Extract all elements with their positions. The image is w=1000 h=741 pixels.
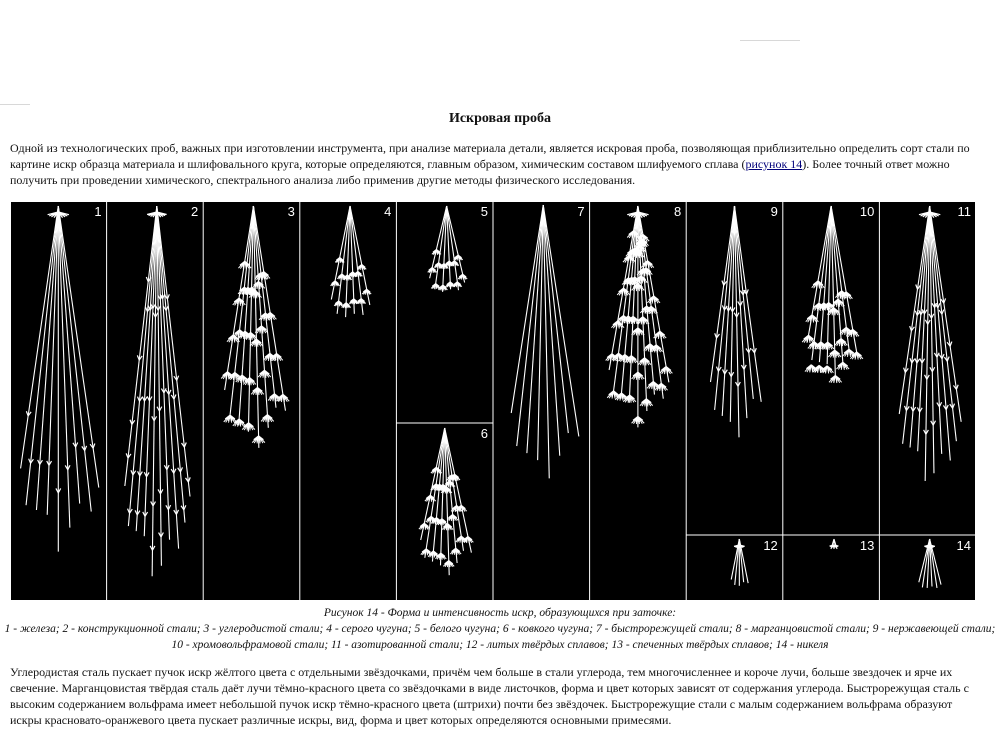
scan-artifact-line: [0, 104, 30, 105]
panel-number-label: 10: [859, 204, 875, 219]
caption-legend: 1 - железа; 2 - конструкционной стали; 3 - углеродистой стали; 4 - серого чугуна; 5 - белого чугуна; 6 - ковкого чугуна; 7 - быстрорежущей стали; 8 - марганцовистой стали; 9 - нержавеющей стали; 10 - хромовольфрамовой стали; 11 - азотированной стали; 12 - литых твёрдых сплавов; 13 - спеченных твёрдых сплавов; 14 - никеля: [4, 623, 996, 651]
scan-artifact-line: [740, 40, 800, 41]
panel-number-label: 5: [480, 204, 488, 219]
intro-paragraph: [10, 140, 985, 188]
panel-number-label: 12: [763, 538, 778, 553]
panel-number-label: 7: [577, 204, 585, 219]
body-paragraph: Углеродистая сталь пускает пучок искр жёлтого цвета с отдельными звёздочками, причём чем больше в стали углерода, тем многочисленнее и короче лучи, больше звездочек и ярче их свечение. Марганцовистая твёрдая сталь даёт лучи тёмно-красного цвета со звёздочками в виде листочков, форма и цвет которых зависят от содержания углерода. Быстрорежущая сталь с высоким содержанием вольфрама имеет небольшой пучок искр тёмно-красного цвета (штрихи) почти без звёздочек. Быстрорежущие стали с малым содержанием вольфрама образуют искры красновато-оранжевого цвета пускает различные искры, вид, форма и цвет которых определяются основными примесями.: [10, 665, 969, 727]
intro-text-before: Одной из технологических проб, важных при изготовлении инструмента, при анализе материала детали, является искровая проба, позволяющая приблизительно определить сорт стали по картине искр образца материала и шлифовального круга, которые определяются, главным образом, химическим составом шлифуемого сплава (: [10, 141, 970, 171]
panel-number-label: 14: [956, 538, 971, 553]
panel-number-label: 4: [384, 204, 392, 219]
caption-title: Рисунок 14 - Форма и интенсивность искр, образующихся при заточке:: [323, 607, 677, 619]
panel-number-label: 11: [957, 204, 971, 219]
panel-number-label: 2: [190, 204, 199, 219]
spark-figure-canvas: [10, 201, 976, 601]
panel-number-label: 8: [673, 204, 682, 219]
panel-number-label: 13: [859, 538, 875, 553]
panel-number-label: 3: [287, 204, 295, 219]
figure-caption: [0, 605, 1000, 653]
page-title: Искровая проба: [448, 111, 552, 126]
panel-number-label: 9: [770, 204, 778, 219]
intro-text-after: ). Более точный ответ можно получить при проведении химического, спектрального анализа либо применив другие методы физического исследования.: [10, 157, 950, 187]
panel-number-label: 6: [480, 426, 488, 441]
spark-test-figure: [10, 201, 976, 601]
panel-number-label: 1: [94, 204, 102, 219]
figure-link[interactable]: рисунок 14: [745, 157, 803, 171]
